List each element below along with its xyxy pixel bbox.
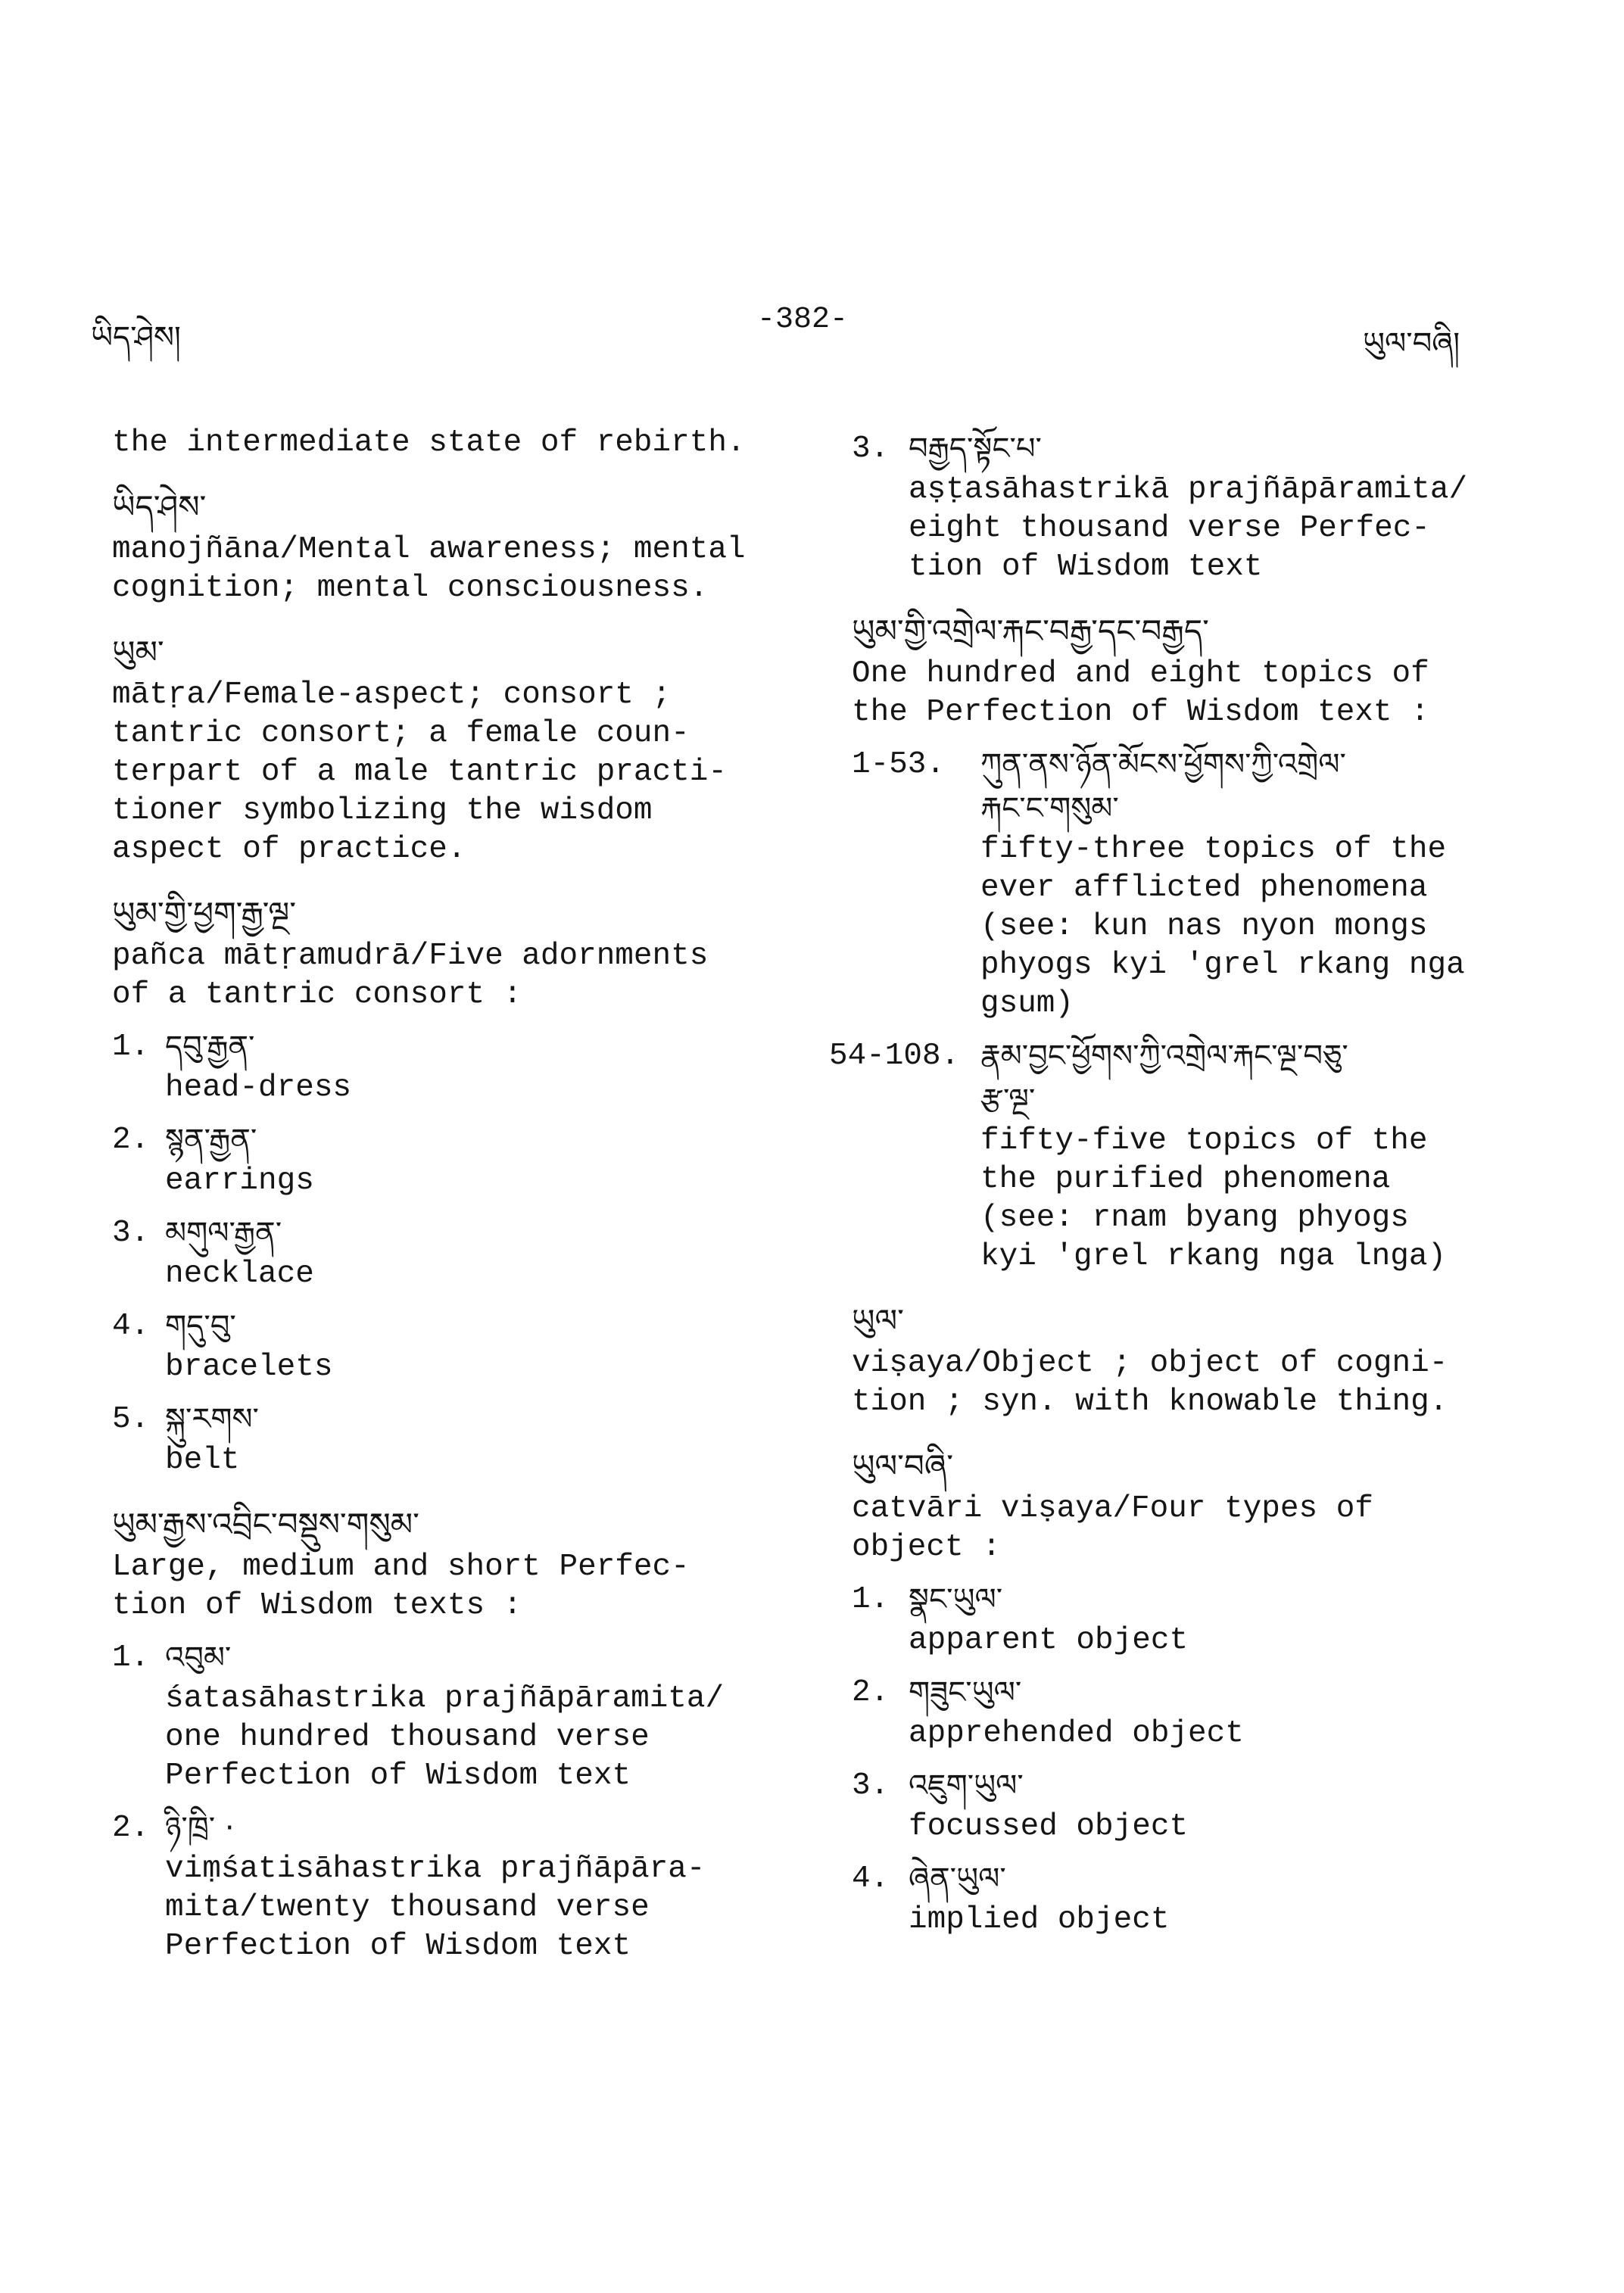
- numbered-item: [112, 1211, 793, 1294]
- entry-text-line: tioner symbolizing the wisdom: [112, 793, 653, 828]
- item-tibetan-term-continued: རྩ་ལྔ་: [980, 1083, 1036, 1117]
- numbered-item: [852, 427, 1533, 587]
- entry-text-line: One hundred and eight topics of: [852, 656, 1429, 691]
- item-number: 2.: [112, 1123, 150, 1157]
- numbered-item: [112, 1397, 793, 1480]
- entry-text-line: the Perfection of Wisdom text :: [852, 695, 1429, 730]
- numbered-item: [852, 1857, 1533, 1939]
- item-number: 3.: [852, 431, 890, 466]
- item-gloss-line: one hundred thousand verse: [165, 1720, 650, 1755]
- item-number: 5.: [112, 1402, 150, 1437]
- numbered-item: [112, 1025, 793, 1108]
- item-gloss-line: (see: rnam byang phyogs: [980, 1201, 1409, 1235]
- numbered-item: [112, 1636, 793, 1796]
- entry-headword: ཡུམ་གྱི་འགྲེལ་རྐང་བརྒྱ་དང་བརྒྱད་: [852, 612, 1209, 650]
- entry-text-line: tion ; syn. with knowable thing.: [852, 1385, 1448, 1419]
- entry-headword: ཡུམ་གྱི་ཕྱག་རྒྱ་ལྔ་: [112, 895, 297, 932]
- item-gloss-line: apprehended object: [909, 1716, 1244, 1751]
- entry-headword: ཡུལ་བཞི་: [852, 1447, 954, 1485]
- item-number: 4.: [852, 1862, 890, 1896]
- item-tibetan-term: གདུ་བུ་: [165, 1309, 236, 1344]
- numbered-item: [112, 1806, 793, 1966]
- right-column: [829, 424, 1533, 1961]
- item-tibetan-term-continued: རྐང་ང་གསུམ་: [980, 791, 1119, 826]
- item-tibetan-term: སྙན་རྒྱན་: [165, 1123, 257, 1157]
- item-tibetan-term: སྐུ་རགས་: [165, 1402, 259, 1437]
- entry-text-line: tion of Wisdom texts :: [112, 1588, 522, 1623]
- entry-text-line: the intermediate state of rebirth.: [112, 425, 746, 460]
- entry-text-line: pañca mātṛamudrā/Five adornments: [112, 939, 709, 974]
- dictionary-entry: [852, 427, 1533, 587]
- item-gloss-line: belt: [165, 1443, 240, 1478]
- item-tibetan-term: ཀུན་ནས་ཉོན་མོངས་ཕྱོགས་ཀྱི་འགྲེལ་: [980, 747, 1346, 782]
- right-running-headword: ཡུལ་བཞི།: [1363, 326, 1460, 361]
- item-tibetan-term: འཇུག་ཡུལ་: [909, 1768, 1024, 1803]
- entry-text-line: object :: [852, 1530, 1001, 1565]
- numbered-item: [112, 1304, 793, 1387]
- item-gloss-line: tion of Wisdom text: [909, 550, 1263, 584]
- entry-headword: ཡུམ་རྒྱས་འབྲིང་བསྡུས་གསུམ་: [112, 1506, 419, 1543]
- item-gloss-line: fifty-three topics of the: [980, 832, 1447, 867]
- entry-headword: ཡུལ་: [852, 1302, 904, 1339]
- entry-text-line: Large, medium and short Perfec-: [112, 1550, 690, 1584]
- item-number: 1.: [112, 1640, 150, 1675]
- entry-headword: ཡིད་ཤེས་: [112, 488, 207, 525]
- entry-text-line: viṣaya/Object ; object of cogni-: [852, 1346, 1448, 1381]
- item-tibetan-term: བརྒྱད་སྟོང་པ་: [909, 431, 1042, 466]
- numbered-item: [829, 1034, 1533, 1276]
- item-tibetan-term: མགུལ་རྒྱན་: [165, 1216, 282, 1251]
- item-tibetan-term: སྣང་ཡུལ་: [909, 1582, 1003, 1617]
- numbered-item: [852, 1578, 1533, 1660]
- item-gloss-line: Perfection of Wisdom text: [165, 1759, 631, 1793]
- item-gloss-line: the purified phenomena: [980, 1162, 1391, 1197]
- dictionary-entry: [829, 608, 1533, 1276]
- item-number: 2.: [852, 1675, 890, 1710]
- item-number: 3.: [852, 1768, 890, 1803]
- item-gloss-line: implied object: [909, 1902, 1170, 1937]
- item-gloss-line: viṃśatisāhastrika prajñāpāra-: [165, 1852, 706, 1886]
- item-gloss-line: aṣṭasāhastrikā prajñāpāramita/: [909, 472, 1468, 507]
- numbered-item: [852, 1764, 1533, 1846]
- dictionary-entry: [112, 1501, 793, 1966]
- dictionary-entry: [112, 424, 793, 463]
- item-gloss-line: eight thousand verse Perfec-: [909, 511, 1430, 546]
- item-tibetan-term: དབུ་རྒྱན་: [165, 1030, 255, 1064]
- entry-text-line: of a tantric consort :: [112, 977, 522, 1012]
- item-tibetan-term: ཉི་ཁྲི་ ·: [165, 1811, 235, 1846]
- item-gloss-line: kyi 'grel rkang nga lnga): [980, 1239, 1447, 1274]
- item-gloss-line: ever afflicted phenomena: [980, 871, 1428, 905]
- item-tibetan-term: གཟུང་ཡུལ་: [909, 1675, 1022, 1710]
- left-running-headword: ཡིད་ཤེས།: [91, 320, 181, 355]
- dictionary-entry: [112, 484, 793, 608]
- item-gloss-line: bracelets: [165, 1350, 333, 1385]
- item-gloss-line: Perfection of Wisdom text: [165, 1929, 631, 1964]
- item-gloss-line: śatasāhastrika prajñāpāramita/: [165, 1681, 725, 1716]
- item-number: 3.: [112, 1216, 150, 1251]
- dictionary-entry: [112, 890, 793, 1480]
- entry-text-line: cognition; mental consciousness.: [112, 571, 709, 606]
- item-gloss-line: apparent object: [909, 1623, 1189, 1658]
- item-tibetan-term: འབུམ་: [165, 1640, 232, 1675]
- item-gloss-line: necklace: [165, 1257, 314, 1291]
- dictionary-entry: [852, 1298, 1533, 1422]
- entry-text-line: aspect of practice.: [112, 832, 466, 867]
- entry-text-line: tantric consort; a female coun-: [112, 716, 690, 751]
- item-number: 1.: [852, 1582, 890, 1617]
- item-gloss-line: focussed object: [909, 1809, 1189, 1844]
- item-number: 4.: [112, 1309, 150, 1344]
- item-gloss-line: phyogs kyi 'grel rkang nga: [980, 948, 1465, 983]
- entry-text-line: manojñāna/Mental awareness; mental: [112, 532, 746, 567]
- item-number: 54-108.: [829, 1039, 960, 1073]
- item-gloss-line: fifty-five topics of the: [980, 1123, 1428, 1158]
- dictionary-entry: [852, 1443, 1533, 1939]
- item-gloss-line: gsum): [980, 986, 1074, 1021]
- item-gloss-line: (see: kun nas nyon mongs: [980, 909, 1428, 944]
- numbered-item: [112, 1118, 793, 1201]
- entry-text-line: terpart of a male tantric practi-: [112, 755, 727, 790]
- item-gloss-line: mita/twenty thousand verse: [165, 1890, 650, 1925]
- item-number: 1-53.: [852, 747, 946, 782]
- entry-text-line: mātṛa/Female-aspect; consort ;: [112, 678, 672, 712]
- item-gloss-line: head-dress: [165, 1070, 352, 1105]
- entry-headword: ཡུམ་: [112, 634, 164, 671]
- item-number: 2.: [112, 1811, 150, 1846]
- item-gloss-line: earrings: [165, 1164, 314, 1198]
- dictionary-entry: [112, 629, 793, 869]
- item-number: 1.: [112, 1030, 150, 1064]
- item-tibetan-term: རྣམ་བྱང་ཕྱོགས་ཀྱི་འགྲེལ་རྐང་ལྔ་བཅུ་: [980, 1039, 1348, 1073]
- page-number: -382-: [757, 303, 849, 337]
- item-tibetan-term: ཞེན་ཡུལ་: [909, 1862, 1006, 1896]
- numbered-item: [852, 743, 1533, 1023]
- entry-text-line: catvāri viṣaya/Four types of: [852, 1491, 1373, 1526]
- left-column: [112, 424, 793, 1987]
- numbered-item: [852, 1671, 1533, 1753]
